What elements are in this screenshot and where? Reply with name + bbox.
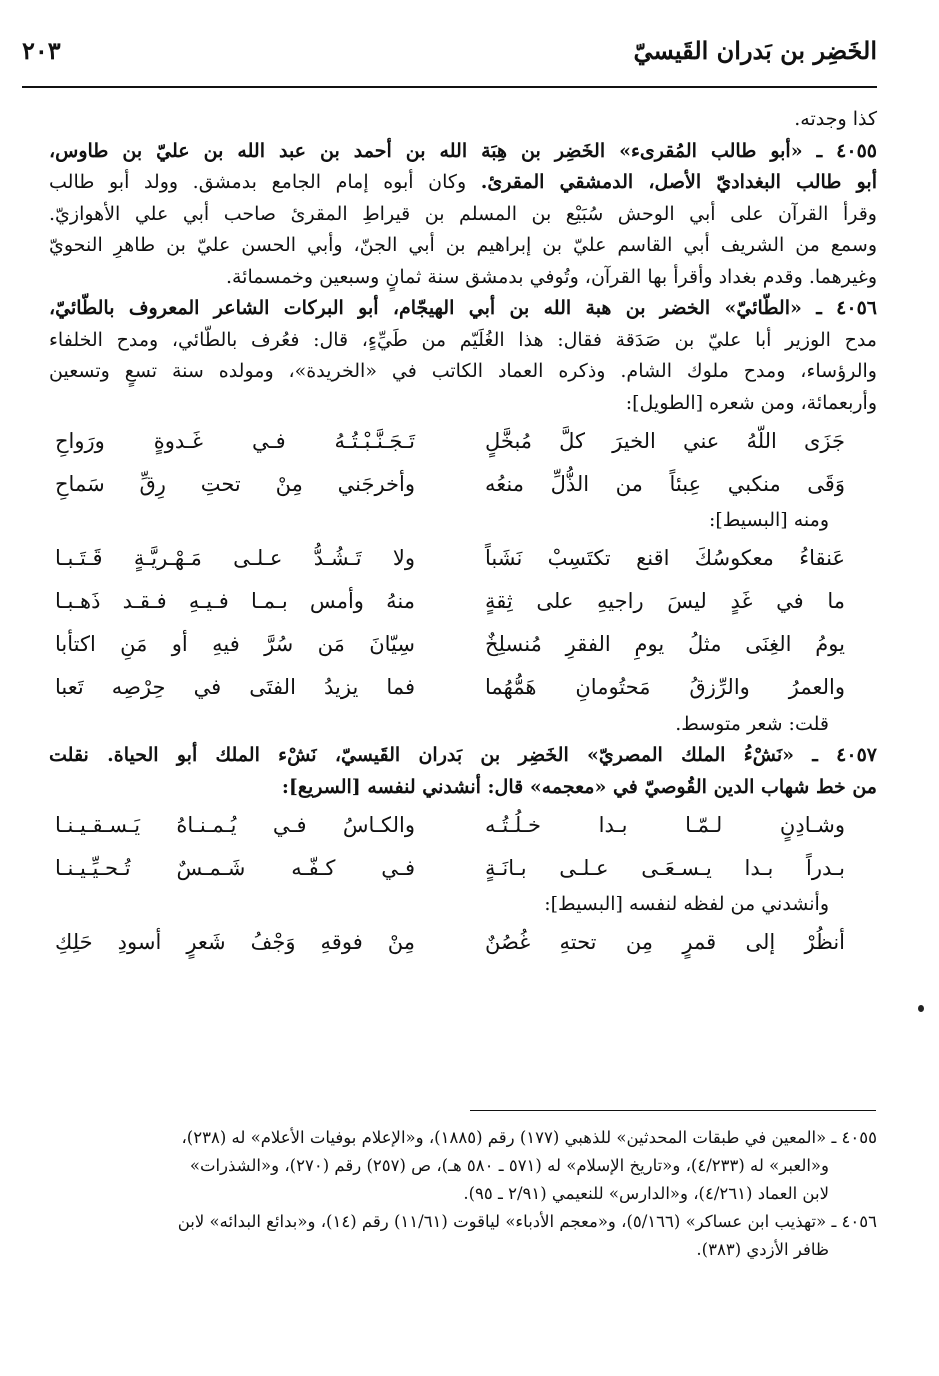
verse-line [49, 803, 877, 846]
verse-second-hemistich: ولا تَـشُـدُّ عـلـى مَـهْـريَّـةٍ قَـتَـبـا [55, 546, 415, 570]
footnote-line: و«العبر» له (٤/٢٣٣)، و«تاريخ الإسلام» له (٥٧١ ـ ٥٨٠ هـ)، ص (٢٥٧) رقم (٢٧٠)، و«الشذرات» [189, 1156, 829, 1175]
verse-first-hemistich: وَقَى منكبي عِبئاً من الذُّلِّ منعُه [485, 471, 845, 496]
entry-heading-cont: أبو طالب البغداديّ الأصل، الدمشقي المقرئ. [480, 171, 877, 193]
main-text [49, 104, 877, 964]
header-rule [22, 86, 877, 88]
footnotes [49, 1124, 877, 1264]
verse-second-hemistich: فما يزيدُ الفتَى في حِرْصِه تَعبا [55, 675, 415, 699]
verse-first-hemistich: يومُ الغِنَى مثلُ يومِ الفقرِ مُنسلِخٌ [485, 632, 845, 656]
verse-second-hemistich: فـي كـفّـه شَـمـسٌ تُـحـيِّـيـنـا [55, 855, 415, 880]
page-header [22, 36, 877, 76]
verse-first-hemistich: جَزَى اللّهُ عني الخيرَ كلَّ مُبخَّلٍ [485, 428, 845, 453]
text-line: مدح الوزير أبا عليّ بن صَدَقة فقال: هذا الغُلَيّم من طَيِّءٍ، قال: فعُرف بالطّائي، ومدح الخلفاء [49, 328, 877, 351]
verse-second-hemistich: وأخرجَني مِنْ تحتِ رِقِّ سَماحِ [55, 471, 415, 496]
text-line: وأربعمائة، ومن شعره [الطويل]: [625, 391, 877, 414]
verse-second-hemistich: سِيّانَ مَن سُرَّ فيهِ أو مَنِ اكتأبا [55, 632, 415, 656]
footnote-line: ٤٠٥٥ ـ «المعين في طبقات المحدثين» للذهبي (١٧٧) رقم (١٨٨٥)، و«الإعلام بوفيات الأعلام» له (٢٣٨)، [181, 1128, 877, 1147]
verse-line [49, 846, 877, 889]
verse-first-hemistich: ما في غَدٍ ليسَ راجيهِ على ثِقةٍ [485, 589, 845, 613]
text-line: قلت: شعر متوسط. [675, 712, 829, 735]
verse-second-hemistich: تَـجَـنَّـبْـتُـهُ فـي غَـدوةٍ ورَواحِ [55, 428, 415, 453]
verse-line [49, 666, 877, 709]
verse-second-hemistich: مِنْ فوقهِ وَجْفُ شَعرٍ أسودِ حَلِكِ [55, 930, 415, 954]
text-line: والرؤساء، ومدح ملوك الشام. وذكره العماد الكاتب في «الخريدة»، ومولده سنة تسعٍ وتسعين [49, 360, 877, 382]
verse-line [49, 419, 877, 462]
stray-mark [918, 1005, 924, 1012]
text-line [49, 167, 877, 199]
footnote-line: لابن العماد (٤/٢٦١)، و«الدارس» للنعيمي (٢/٩١ ـ ٩٥). [463, 1184, 829, 1203]
text-line: وأنشدني من لفظه لنفسه [البسيط]: [544, 893, 829, 915]
verse-line [49, 537, 877, 580]
entry-heading-4056: ٤٠٥٦ ـ «الطّائيّ» الخضر بن هبة الله بن أبي الهيجّام، أبو البركات الشاعر المعروف بالطّائيّ، [49, 297, 877, 319]
verse-first-hemistich: وشـادِنٍ لـمّـا بـدا خـلُـتُـه [485, 812, 845, 837]
text-span: وكان أبوه إمام الجامع بدمشق. وولد أبو طالب [49, 171, 481, 193]
footnote-line: ٤٠٥٦ ـ «تهذيب ابن عساكر» (٥/١٦٦)، و«معجم الأدباء» لياقوت (١١/٦١) رقم (١٤)، و«بدائع البدائه» لابن [177, 1212, 877, 1231]
text-line: ومنه [البسيط]: [708, 509, 829, 531]
entry-heading-cont: من خط شهاب الدين القُوصيّ في «معجمه» قال: [487, 775, 877, 798]
verse-line [49, 623, 877, 666]
text-line: كذا وجدته. [794, 108, 877, 130]
text-line: وسمع من الشريف أبي القاسم عليّ بن إبراهيم بن أبي الجنّ، وأبي الحسن عليّ بن طاهرِ النحويّ [49, 234, 877, 256]
entry-heading-4057: ٤٠٥٧ ـ «نَشْءُ الملك المصريّ» الخَضِر بن بَدران القَيسيّ، نَشْء الملك أبو الحياة. نقلت [49, 744, 877, 766]
verse-line [49, 580, 877, 623]
verse-second-hemistich: منهُ وأمس بـمـا فـيـهِ فـقـد ذَهـبـا [55, 589, 415, 613]
verse-first-hemistich: بـدراً بـدا يـسـعَـى عـلـى بـانَـةٍ [485, 855, 845, 880]
text-line: وقرأ القرآن على أبي الوحش سُبَيْع بن المسلم بن قيراطِ المقرئ صاحب أبي علي الأهوازيّ. [49, 202, 877, 225]
verse-first-hemistich: أنظُرْ إلى قمرٍ مِن تحتهِ غُصُنٌ [485, 930, 845, 954]
text-line: وغيرهما. وقدم بغداد وأقرأ بها القرآن، وتُوفي بدمشق سنة ثمانٍ وسبعين وخمسمائة. [225, 265, 877, 288]
running-title: الخَضِر بن بَدران القَيسيّ [633, 36, 877, 65]
verse-second-hemistich: والكـاسُ فـي يُـمـنـاهُ يَـسـقـيـنـا [55, 812, 415, 837]
page-number: ٢٠٣ [22, 36, 61, 65]
verse-line [49, 921, 877, 964]
verse-first-hemistich: عَنقاءُ معكوسُكَ اقنع تكتَسِبْ نَشَباً [485, 546, 845, 570]
text-line [49, 772, 877, 804]
verse-first-hemistich: والعمرُ والرِّزقُ مَحتُومانِ هَمُّهُما [485, 675, 845, 699]
entry-heading-4055: ٤٠٥٥ ـ «أبو طالب المُقرىء» الخَضِر بن هِبَة الله بن أحمد بن عبد الله بن عليّ بن طاوس، [49, 139, 877, 162]
footnote-line: ظافر الأزدي (٣٨٣). [696, 1240, 829, 1259]
verse-line [49, 462, 877, 505]
text-span: أنشدني لنفسه [السريع]: [281, 775, 488, 798]
footnote-rule [470, 1110, 876, 1111]
